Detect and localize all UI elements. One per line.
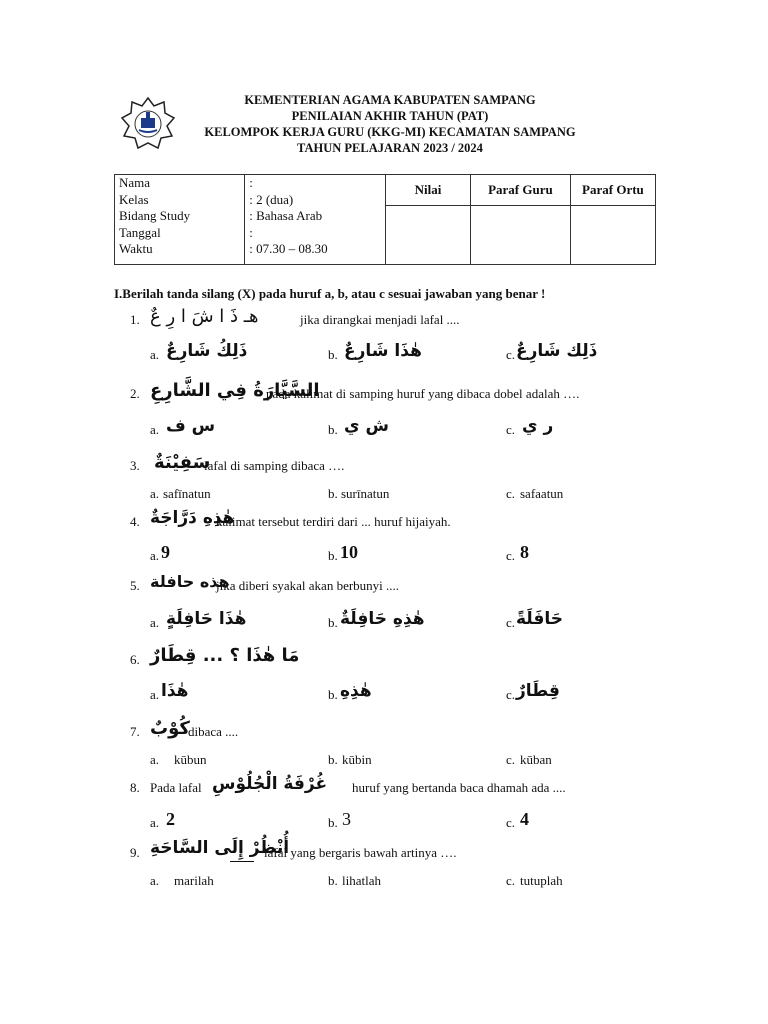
q3-option-c[interactable]: safaatun xyxy=(520,486,564,501)
q2-option-a-label: a. xyxy=(150,422,160,437)
q9-option-b-label: b. xyxy=(328,873,338,888)
q1-option-a[interactable]: ذَلِكُ شَارِعٌ xyxy=(166,341,248,361)
q3-option-a-label: a. xyxy=(150,486,160,501)
q5-option-c[interactable]: حَافَلَةً xyxy=(516,609,564,629)
q9-option-b[interactable]: lihatlah xyxy=(342,873,381,888)
question-4-text: kalimat tersebut terdiri dari ... huruf hijaiyah. xyxy=(216,514,451,529)
q2-option-a[interactable]: س ف xyxy=(166,416,216,436)
q5-option-c-label: c. xyxy=(506,615,516,630)
value-kelas: : 2 (dua) xyxy=(249,191,294,207)
q5-option-a-label: a. xyxy=(150,615,160,630)
q2-option-c-label: c. xyxy=(506,422,516,437)
question-6-arabic: مَا هٰذَا ؟ ... قِطَارٌ xyxy=(150,645,300,666)
question-2-arabic: السَّيَّارَةُ فِي الشَّارِعِ xyxy=(150,380,320,401)
question-3-text: lafal di samping dibaca …. xyxy=(204,458,345,473)
q6-option-c-label: c. xyxy=(506,687,516,702)
q7-option-a[interactable]: kūbun xyxy=(174,752,207,767)
q1-option-a-label: a. xyxy=(150,347,160,362)
q1-option-c-label: c. xyxy=(506,347,516,362)
q7-option-a-label: a. xyxy=(150,752,160,767)
header-exam-title: PENILAIAN AKHIR TAHUN (PAT) xyxy=(291,109,489,123)
q9-option-a[interactable]: marilah xyxy=(174,873,214,888)
question-6-number: 6. xyxy=(130,652,140,667)
question-8-pre-text: Pada lafal xyxy=(150,780,202,795)
q4-option-a-label: a. xyxy=(150,548,160,563)
section-instruction: I.Berilah tanda silang (X) pada huruf a, b, atau c sesuai jawaban yang benar ! xyxy=(114,286,546,301)
question-9-text: lafal yang bergaris bawah artinya …. xyxy=(264,845,457,860)
q6-option-a-label: a. xyxy=(150,687,160,702)
paraf-guru-header: Paraf Guru xyxy=(470,175,570,206)
info-values xyxy=(245,175,386,265)
q5-option-b-label: b. xyxy=(328,615,338,630)
q7-option-b-label: b. xyxy=(328,752,338,767)
q8-option-c[interactable]: 4 xyxy=(520,809,529,829)
label-waktu: Waktu xyxy=(119,241,153,256)
question-9-arabic: أُنْظُرْ إِلَى السَّاحَةِ xyxy=(150,838,290,858)
label-tanggal: Tanggal xyxy=(119,224,161,240)
question-8-text: huruf yang bertanda baca dhamah ada .... xyxy=(352,780,566,795)
q8-option-c-label: c. xyxy=(506,815,516,830)
question-7-text: dibaca .... xyxy=(188,724,239,739)
q9-option-c[interactable]: tutuplah xyxy=(520,873,563,888)
question-7-arabic: كُوْبٌ xyxy=(150,718,190,739)
q8-option-b[interactable]: 3 xyxy=(342,809,351,829)
q8-option-a[interactable]: 2 xyxy=(166,809,175,829)
question-3-number: 3. xyxy=(130,458,140,473)
question-4-arabic: هٰذِهِ دَرَّاجَةٌ xyxy=(150,508,235,528)
q1-option-b[interactable]: هٰذَا شَارِعٌ xyxy=(344,341,422,361)
q2-option-b[interactable]: ش ي xyxy=(344,416,389,436)
label-bidang-study: Bidang Study xyxy=(119,208,191,223)
q3-option-b-label: b. xyxy=(328,486,338,501)
q2-option-c[interactable]: ر ي xyxy=(522,416,554,436)
q2-option-b-label: b. xyxy=(328,422,338,437)
question-2-text: pada kalimat di samping huruf yang dibaca dobel adalah …. xyxy=(266,386,580,401)
value-tanggal: : xyxy=(249,224,253,240)
q4-option-b[interactable]: 10 xyxy=(340,542,358,562)
header-year: TAHUN PELAJARAN 2023 / 2024 xyxy=(297,141,483,155)
q4-option-c-label: c. xyxy=(506,548,516,563)
q1-option-c[interactable]: ذَلِك شَارِعٌ xyxy=(516,341,598,361)
value-waktu: : 07.30 – 08.30 xyxy=(249,241,328,256)
value-bidang-study: : Bahasa Arab xyxy=(249,208,323,223)
question-8-number: 8. xyxy=(130,780,140,795)
q4-option-b-label: b. xyxy=(328,548,338,563)
q3-option-b[interactable]: surīnatun xyxy=(341,486,390,501)
value-nama: : xyxy=(249,175,253,190)
q8-option-a-label: a. xyxy=(150,815,160,830)
q4-option-a[interactable]: 9 xyxy=(161,542,170,562)
info-labels xyxy=(115,175,245,265)
q6-option-c[interactable]: قِطَارٌ xyxy=(516,681,560,701)
question-4-number: 4. xyxy=(130,514,140,529)
question-9-number: 9. xyxy=(130,845,140,860)
header-ministry: KEMENTERIAN AGAMA KABUPATEN SAMPANG xyxy=(244,93,536,107)
q6-option-b-label: b. xyxy=(328,687,338,702)
question-1-text: jika dirangkai menjadi lafal .... xyxy=(300,312,460,327)
question-7-number: 7. xyxy=(130,724,140,739)
q6-option-a[interactable]: هٰذَا xyxy=(161,681,189,701)
q3-option-c-label: c. xyxy=(506,486,516,501)
kemenag-logo xyxy=(120,96,176,152)
nilai-cell[interactable] xyxy=(386,206,471,265)
q5-option-b[interactable]: هٰذِهِ حَافِلَةٌ xyxy=(340,609,425,629)
q7-option-c-label: c. xyxy=(506,752,516,767)
q7-option-b[interactable]: kūbin xyxy=(342,752,372,767)
paraf-ortu-cell[interactable] xyxy=(570,206,655,265)
question-1-arabic: هـ ذَ ا شَ ا رِ عٌ xyxy=(150,306,259,327)
question-5-text: jika diberi syakal akan berbunyi .... xyxy=(216,578,400,593)
question-2-number: 2. xyxy=(130,386,140,401)
q1-option-b-label: b. xyxy=(328,347,338,362)
question-3-arabic: سَفِيْنَةٌ xyxy=(154,452,211,473)
q5-option-a[interactable]: هٰذَا حَافِلَةٍ xyxy=(166,609,247,629)
q9-option-c-label: c. xyxy=(506,873,516,888)
question-8-arabic: غُرْفَةُ الْجُلُوْسِ xyxy=(212,774,328,794)
q4-option-c[interactable]: 8 xyxy=(520,542,529,562)
question-1-number: 1. xyxy=(130,312,140,327)
label-nama: Nama xyxy=(119,175,151,190)
paraf-guru-cell[interactable] xyxy=(470,206,570,265)
q8-option-b-label: b. xyxy=(328,815,338,830)
q7-option-c[interactable]: kūban xyxy=(520,752,552,767)
paraf-ortu-header: Paraf Ortu xyxy=(570,175,655,206)
q6-option-b[interactable]: هٰذِهِ xyxy=(340,681,372,701)
nilai-header: Nilai xyxy=(386,175,471,206)
question-5-arabic: هذه حافلة xyxy=(150,572,230,591)
underline-mark xyxy=(230,861,254,862)
q9-option-a-label: a. xyxy=(150,873,160,888)
student-info-table xyxy=(114,174,656,265)
label-kelas: Kelas xyxy=(119,191,149,207)
q3-option-a[interactable]: safīnatun xyxy=(163,486,211,501)
header-kkg: KELOMPOK KERJA GURU (KKG-MI) KECAMATAN SAMPANG xyxy=(204,125,576,139)
question-5-number: 5. xyxy=(130,578,140,593)
